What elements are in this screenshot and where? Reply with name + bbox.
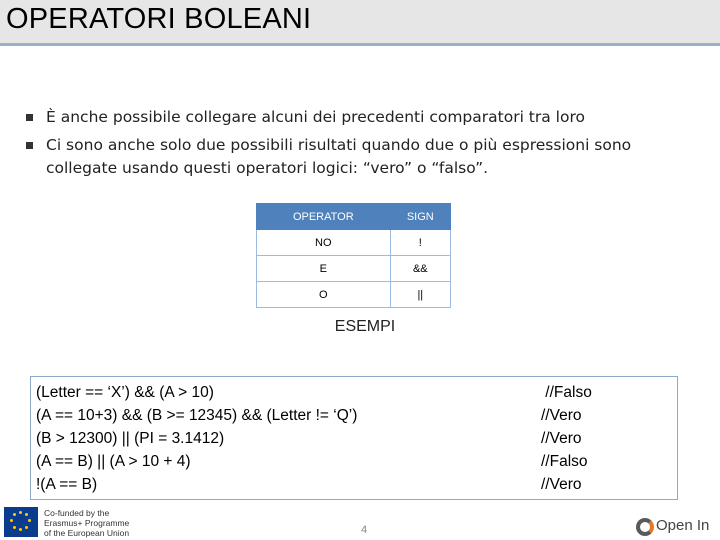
code-line: (A == 10+3) && (B >= 12345) && (Letter != ‘Q’) [36,407,358,424]
code-line: (A == B) || (A > 10 + 4) [36,453,191,470]
table-cell: && [390,256,450,282]
column-header-operator: OPERATOR [257,204,391,230]
page-number: 4 [361,524,368,536]
code-comment: //Falso [541,384,592,401]
table-cell: ! [390,230,450,256]
bullet-item [24,106,694,129]
code-lines [36,381,357,496]
open-in-logo-icon [636,514,716,538]
eu-text-line: of the European Union [44,528,130,538]
code-comment: //Vero [541,476,582,493]
code-comment: //Falso [541,453,588,470]
eu-funding-text [44,508,129,538]
code-line: (Letter == ‘X’) && (A > 10) [36,384,214,401]
code-line: !(A == B) [36,476,98,493]
bullet-item [24,134,694,180]
table-cell: O [257,282,391,308]
bullet-marker-icon [26,114,33,121]
open-in-circle-icon [636,518,654,536]
table-row [257,282,451,308]
slide-title: OPERATORI BOLEANI [6,3,312,35]
bullet-list [24,106,694,185]
code-examples-box [30,376,678,500]
eu-text-line: Erasmus+ Programme [44,518,130,528]
code-comment: //Vero [541,430,582,447]
examples-heading [0,318,720,336]
operators-table [256,203,451,308]
bullet-text: È anche possibile collegare alcuni dei precedenti comparatori tra loro [46,108,585,126]
bullet-marker-icon [26,142,33,149]
table-cell: E [257,256,391,282]
open-in-logo-text: Open In [656,517,710,534]
eu-text-line: Co-funded by the [44,508,110,518]
code-comment: //Vero [541,407,582,424]
table-row [257,256,451,282]
bullet-text: Ci sono anche solo due possibili risultati quando due o più espressioni sono collegate usando questi operatori logici: “vero” o “falso”. [46,136,632,177]
table-header-row [257,204,451,230]
column-header-sign: SIGN [390,204,450,230]
eu-flag-icon [4,507,38,537]
table-cell: NO [257,230,391,256]
code-line: (B > 12300) || (PI = 3.1412) [36,430,225,447]
title-bar [0,0,720,46]
table-row [257,230,451,256]
table-cell: || [390,282,450,308]
examples-heading-text: ESEMPI [334,318,396,335]
comment-lines [541,381,592,496]
